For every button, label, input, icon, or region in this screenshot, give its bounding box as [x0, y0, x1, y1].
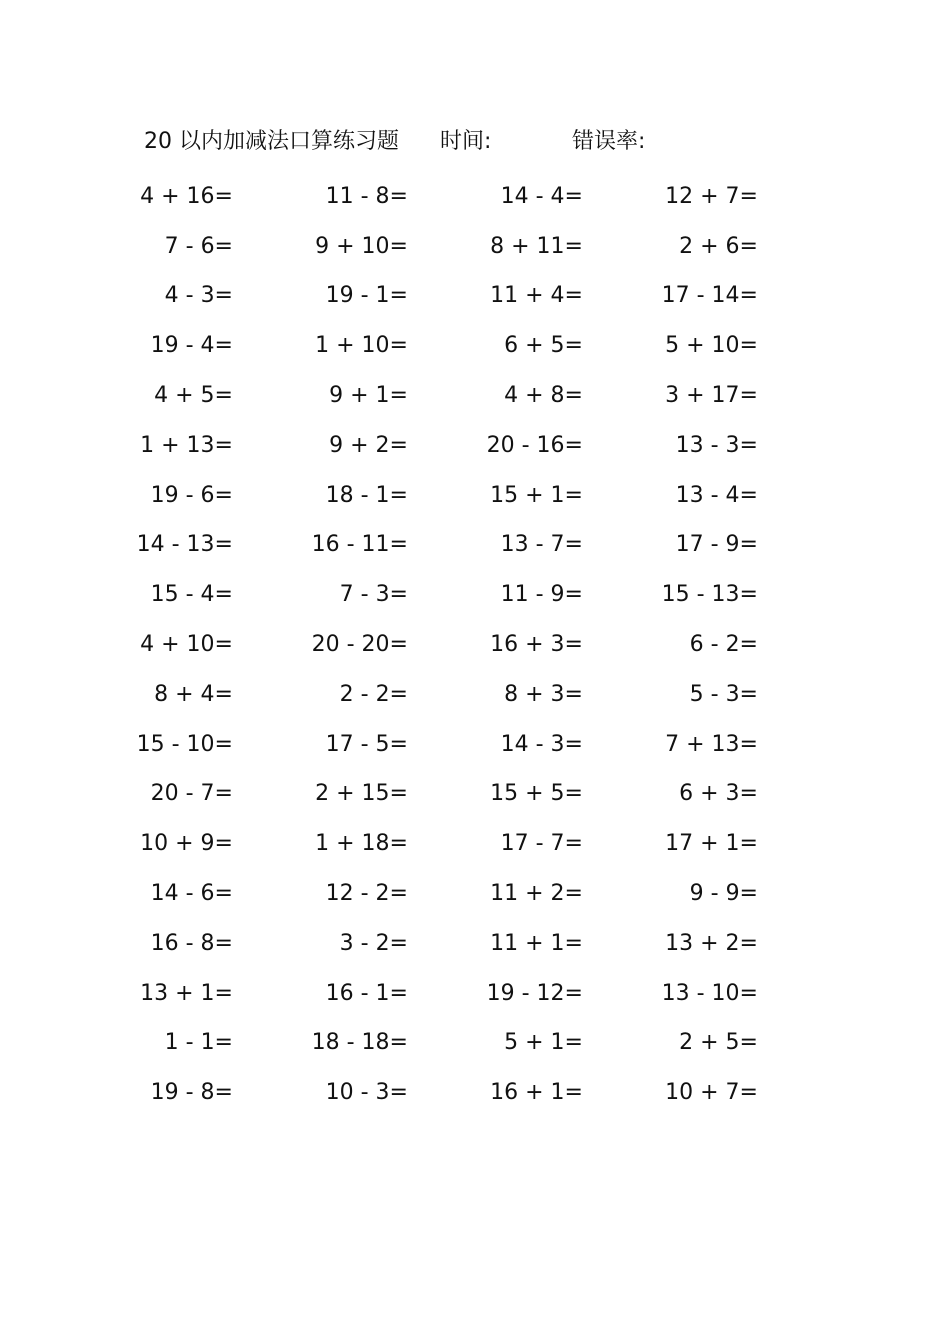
problem-row	[120, 1068, 820, 1118]
problem-row	[120, 620, 820, 670]
problem-item: 10 + 9=	[140, 831, 233, 857]
problem-item: 9 + 2=	[329, 432, 408, 458]
problem-item: 15 - 13=	[661, 582, 758, 608]
problem-item: 4 + 10=	[140, 632, 233, 658]
problem-item: 7 + 13=	[665, 731, 758, 757]
worksheet-title: 20 以内加减法口算练习题	[144, 129, 399, 154]
problem-item: 1 + 13=	[140, 432, 233, 458]
problem-item: 7 - 3=	[339, 582, 408, 608]
problem-item: 15 + 5=	[490, 781, 583, 807]
problem-item: 17 + 1=	[665, 831, 758, 857]
problem-item: 13 + 1=	[140, 980, 233, 1006]
problem-item: 8 + 3=	[504, 681, 583, 707]
problem-item: 4 + 16=	[140, 183, 233, 209]
problem-item: 20 - 16=	[486, 432, 583, 458]
problem-item: 1 - 1=	[164, 1030, 233, 1056]
problem-item: 20 - 7=	[150, 781, 233, 807]
problem-row	[120, 471, 820, 521]
problem-item: 10 - 3=	[325, 1080, 408, 1106]
problem-item: 19 - 6=	[150, 482, 233, 508]
problem-item: 5 + 1=	[504, 1030, 583, 1056]
problem-item: 9 + 10=	[315, 233, 408, 259]
problem-item: 15 + 1=	[490, 482, 583, 508]
problem-row	[120, 819, 820, 869]
problem-item: 13 + 2=	[665, 930, 758, 956]
problem-item: 2 + 15=	[315, 781, 408, 807]
problem-item: 9 - 9=	[689, 881, 758, 907]
problem-item: 15 - 4=	[150, 582, 233, 608]
problem-item: 2 + 6=	[679, 233, 758, 259]
problem-item: 13 - 4=	[675, 482, 758, 508]
problem-item: 16 + 3=	[490, 632, 583, 658]
problem-item: 4 + 8=	[504, 383, 583, 409]
problem-grid	[120, 172, 820, 1118]
problem-row	[120, 670, 820, 720]
problem-row	[120, 172, 820, 222]
problem-item: 16 - 1=	[325, 980, 408, 1006]
problem-item: 14 - 4=	[500, 183, 583, 209]
problem-item: 11 + 4=	[490, 283, 583, 309]
problem-item: 13 - 7=	[500, 532, 583, 558]
problem-item: 19 - 4=	[150, 333, 233, 359]
problem-item: 17 - 14=	[661, 283, 758, 309]
problem-item: 11 - 9=	[500, 582, 583, 608]
problem-item: 13 - 10=	[661, 980, 758, 1006]
problem-item: 10 + 7=	[665, 1080, 758, 1106]
problem-item: 13 - 3=	[675, 432, 758, 458]
problem-item: 8 + 11=	[490, 233, 583, 259]
problem-item: 18 - 18=	[311, 1030, 408, 1056]
problem-item: 2 - 2=	[339, 681, 408, 707]
problem-item: 19 - 8=	[150, 1080, 233, 1106]
problem-row	[120, 222, 820, 272]
problem-item: 14 - 3=	[500, 731, 583, 757]
problem-row	[120, 770, 820, 820]
problem-item: 1 + 18=	[315, 831, 408, 857]
problem-item: 3 + 17=	[665, 383, 758, 409]
problem-item: 11 + 1=	[490, 930, 583, 956]
problem-item: 17 - 5=	[325, 731, 408, 757]
problem-item: 17 - 9=	[675, 532, 758, 558]
problem-item: 14 - 13=	[136, 532, 233, 558]
problem-row	[120, 421, 820, 471]
problem-item: 19 - 12=	[486, 980, 583, 1006]
problem-item: 16 + 1=	[490, 1080, 583, 1106]
problem-item: 14 - 6=	[150, 881, 233, 907]
problem-item: 11 - 8=	[325, 183, 408, 209]
problem-item: 16 - 8=	[150, 930, 233, 956]
problem-row	[120, 720, 820, 770]
problem-item: 4 - 3=	[164, 283, 233, 309]
problem-row	[120, 919, 820, 969]
time-label: 时间:	[440, 129, 492, 154]
problem-item: 6 + 5=	[504, 333, 583, 359]
problem-item: 19 - 1=	[325, 283, 408, 309]
problem-item: 3 - 2=	[339, 930, 408, 956]
problem-item: 12 - 2=	[325, 881, 408, 907]
problem-item: 5 - 3=	[689, 681, 758, 707]
problem-item: 5 + 10=	[665, 333, 758, 359]
problem-item: 17 - 7=	[500, 831, 583, 857]
problem-item: 11 + 2=	[490, 881, 583, 907]
problem-item: 8 + 4=	[154, 681, 233, 707]
problem-item: 6 - 2=	[689, 632, 758, 658]
problem-row	[120, 521, 820, 571]
problem-item: 20 - 20=	[311, 632, 408, 658]
problem-item: 18 - 1=	[325, 482, 408, 508]
problem-item: 9 + 1=	[329, 383, 408, 409]
problem-item: 16 - 11=	[311, 532, 408, 558]
problem-row	[120, 1019, 820, 1069]
problem-item: 1 + 10=	[315, 333, 408, 359]
problem-item: 15 - 10=	[136, 731, 233, 757]
error-rate-label: 错误率:	[572, 129, 646, 154]
problem-item: 7 - 6=	[164, 233, 233, 259]
problem-row	[120, 570, 820, 620]
problem-item: 4 + 5=	[154, 383, 233, 409]
problem-item: 12 + 7=	[665, 183, 758, 209]
problem-item: 6 + 3=	[679, 781, 758, 807]
problem-row	[120, 321, 820, 371]
problem-item: 2 + 5=	[679, 1030, 758, 1056]
problem-row	[120, 869, 820, 919]
problem-row	[120, 371, 820, 421]
problem-row	[120, 969, 820, 1019]
problem-row	[120, 272, 820, 322]
